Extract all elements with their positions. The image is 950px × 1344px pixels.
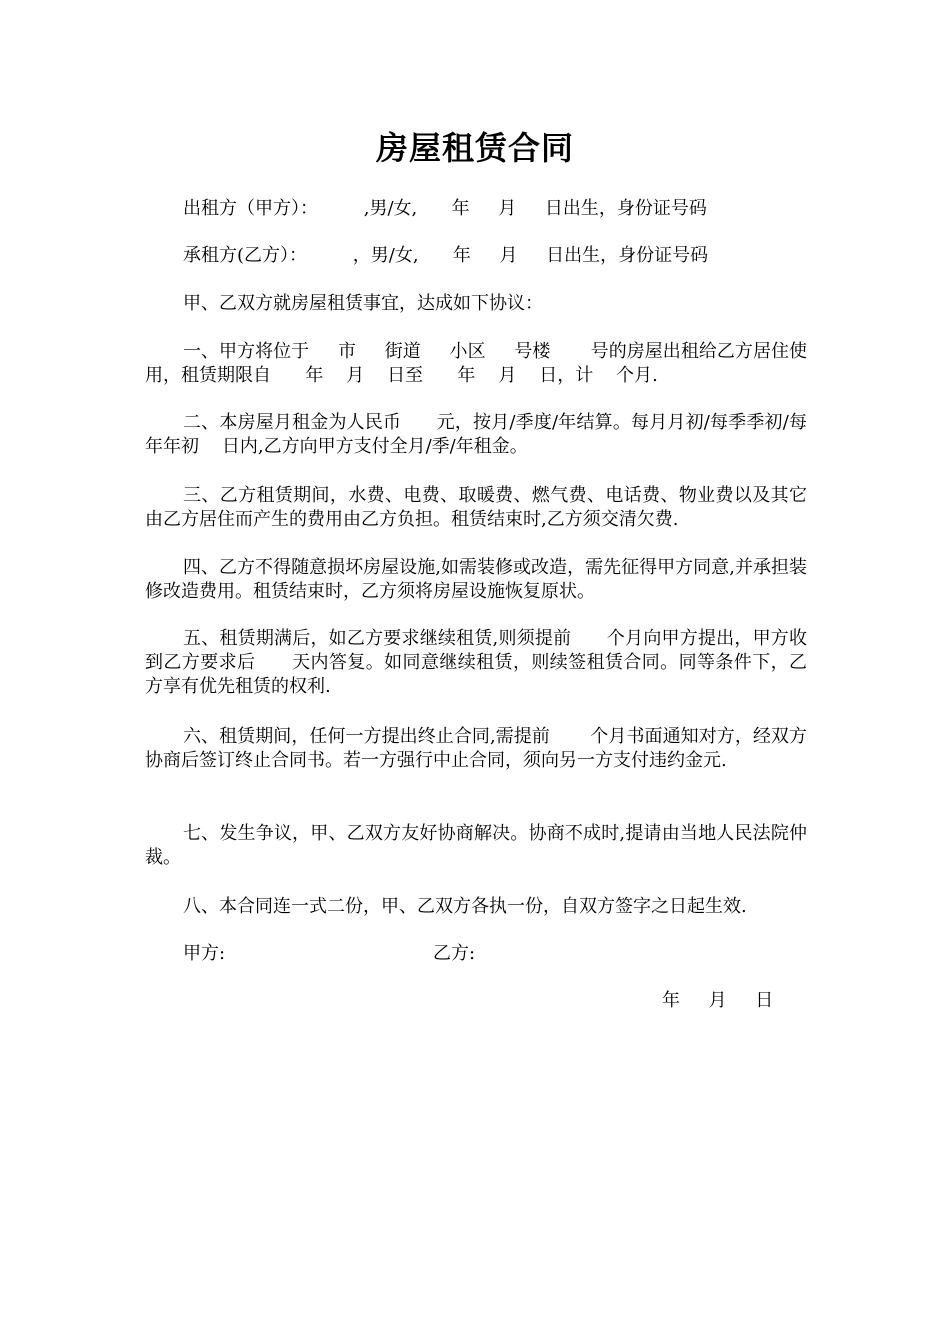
clause-5: 五、租赁期满后，如乙方要求继续租赁,则须提前 个月向甲方提出，甲方收到乙方要求后 天内答复。如同意继续租赁，则续签租赁合同。同等条件下，乙方享有优先租赁的权利. — [145, 628, 807, 697]
party-a-signature-label: 甲方: — [183, 943, 226, 964]
lessee-line: 承租方(乙方）： ，男/女, 年 月 日出生，身份证号码 — [183, 245, 709, 266]
document-title: 房屋租赁合同 — [375, 129, 574, 167]
signing-date-line: 年 月 日 — [662, 990, 774, 1011]
clause-7: 七、发生争议，甲、乙双方友好协商解决。协商不成时,提请由当地人民法院仲裁。 — [145, 823, 807, 868]
clause-1: 一、甲方将位于 市 街道 小区 号楼 号的房屋出租给乙方居住使用，租赁期限自 年 月 日至 年 月 日，计 个月. — [145, 341, 807, 386]
clause-3: 三、乙方租赁期间，水费、电费、取暖费、燃气费、电话费、物业费以及其它由乙方居住而产生的费用由乙方负担。租赁结束时,乙方须交清欠费. — [145, 485, 807, 530]
intro-paragraph: 甲、乙双方就房屋租赁事宜，达成如下协议： — [183, 293, 543, 314]
clause-4: 四、乙方不得随意损坏房屋设施,如需装修或改造，需先征得甲方同意,并承担装修改造费用。租赁结束时，乙方须将房屋设施恢复原状。 — [145, 557, 807, 602]
clause-2: 二、本房屋月租金为人民币 元，按月/季度/年结算。每月月初/每季季初/每年年初 日内,乙方向甲方支付全月/季/年租金。 — [145, 412, 807, 457]
lessor-line: 出租方（甲方）： ,男/女, 年 月 日出生，身份证号码 — [183, 198, 707, 219]
clause-6: 六、租赁期间，任何一方提出终止合同,需提前 个月书面通知对方，经双方协商后签订终止合同书。若一方强行中止合同，须向另一方支付违约金元. — [145, 726, 807, 771]
clause-8: 八、本合同连一式二份，甲、乙双方各执一份，自双方签字之日起生效. — [183, 896, 747, 917]
party-b-signature-label: 乙方: — [433, 943, 476, 964]
